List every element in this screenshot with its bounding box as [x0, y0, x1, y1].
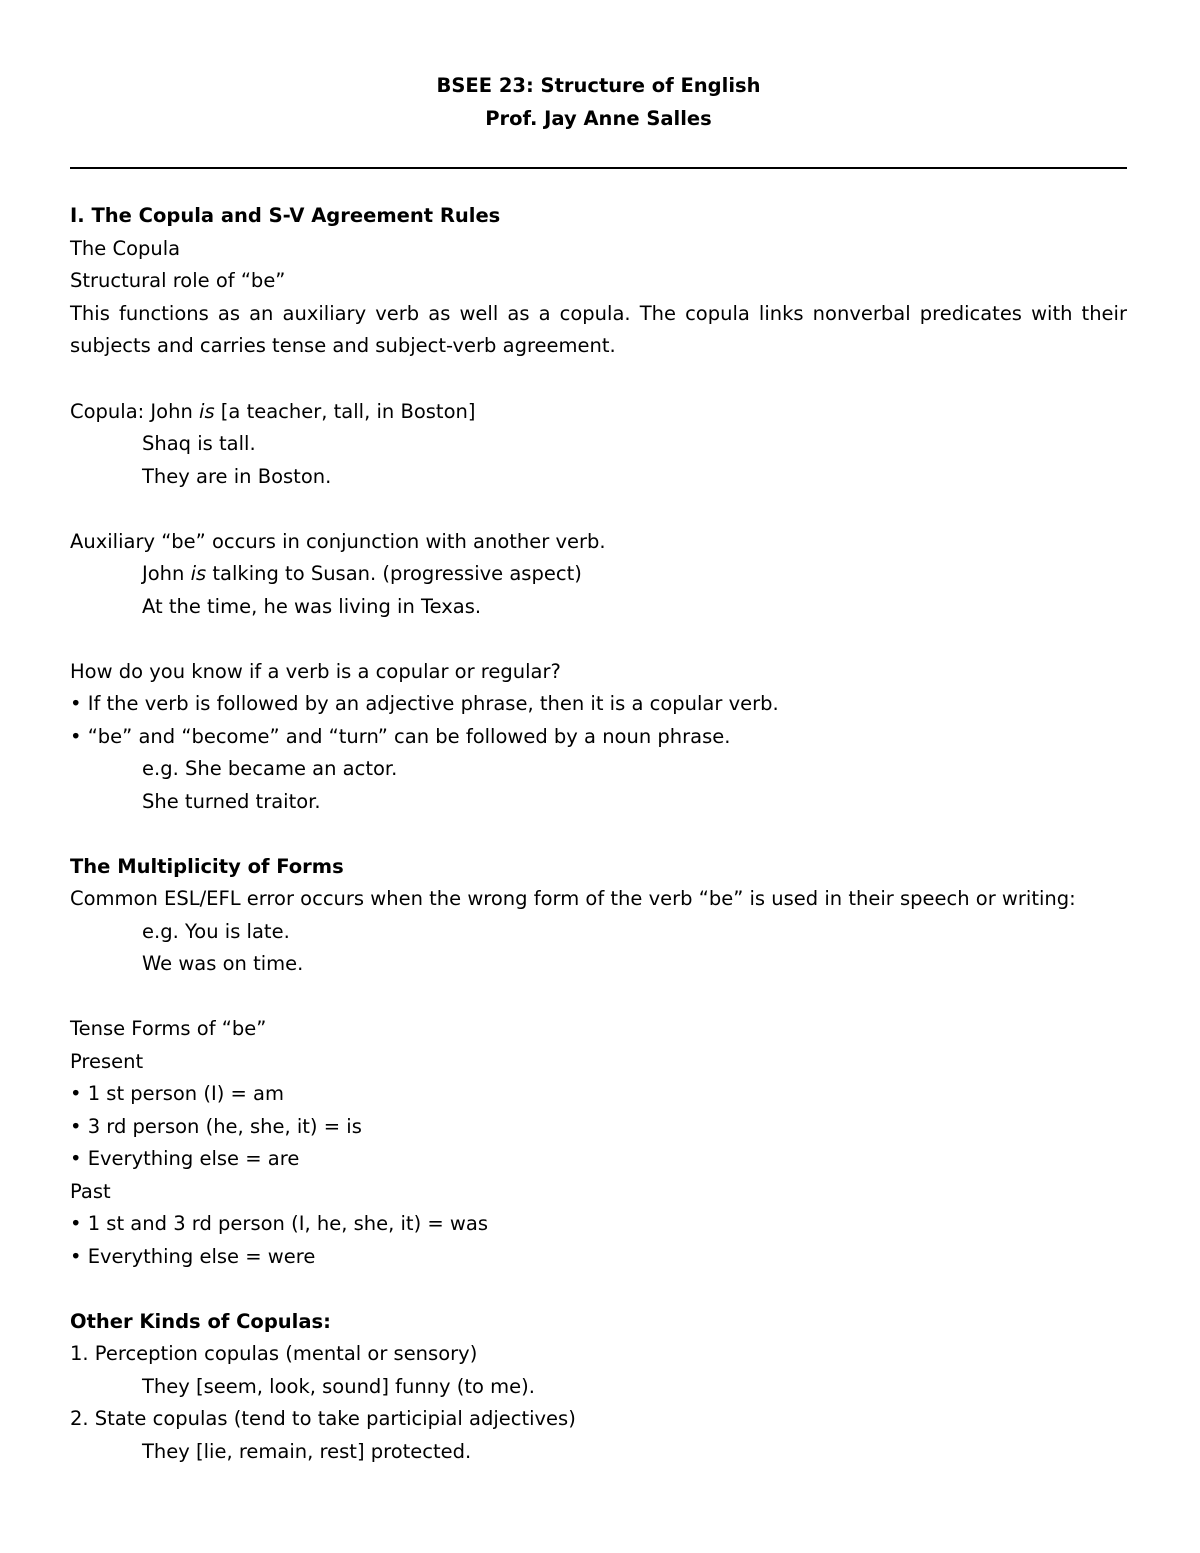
- auxiliary-example-italic: is: [190, 562, 207, 586]
- copula-example-1: Shaq is tall.: [142, 432, 256, 456]
- bullet-item: • “be” and “become” and “turn” can be followed by a noun phrase.: [70, 724, 731, 748]
- multiplicity-description: Common ESL/EFL error occurs when the wrong form of the verb “be” is used in their speech or writing:: [70, 887, 1076, 911]
- copula-example-italic: is: [199, 399, 215, 423]
- structural-role-line: Structural role of “be”: [70, 269, 286, 292]
- copula-kind-1-example: They [seem, look, sound] funny (to me).: [142, 1374, 535, 1398]
- spacer: [70, 493, 1127, 526]
- spacer: [70, 363, 1127, 396]
- present-item: • Everything else = are: [70, 1147, 300, 1171]
- auxiliary-example-2: At the time, he was living in Texas.: [142, 594, 482, 618]
- spacer: [70, 981, 1127, 1014]
- section-heading-multiplicity: The Multiplicity of Forms: [70, 854, 344, 878]
- tense-forms-title: Tense Forms of “be”: [70, 1017, 267, 1041]
- document-page: [70, 70, 1127, 1468]
- bullet-example-1: e.g. She became an actor.: [142, 757, 398, 781]
- bullet-example-2: She turned traitor.: [142, 789, 321, 813]
- present-item: • 1 st person (I) = am: [70, 1082, 284, 1106]
- course-title: BSEE 23: Structure of English: [436, 74, 761, 97]
- spacer: [70, 818, 1127, 851]
- spacer: [70, 1273, 1127, 1306]
- copula-example-2: They are in Boston.: [142, 464, 332, 488]
- auxiliary-line: Auxiliary “be” occurs in conjunction with another verb.: [70, 529, 606, 553]
- section-heading-copula: I. The Copula and S-V Agreement Rules: [70, 204, 501, 227]
- copula-example-suffix: [a teacher, tall, in Boston]: [214, 399, 476, 423]
- professor-name: Prof. Jay Anne Salles: [485, 106, 712, 130]
- copula-kind-2: 2. State copulas (tend to take participial adjectives): [70, 1407, 576, 1431]
- horizontal-divider: [70, 166, 1127, 169]
- copula-kind-1: 1. Perception copulas (mental or sensory): [70, 1342, 478, 1366]
- copular-question: How do you know if a verb is a copular or regular?: [70, 659, 561, 683]
- section-heading-other-copulas: Other Kinds of Copulas:: [70, 1309, 331, 1333]
- auxiliary-example-suffix: talking to Susan. (progressive aspect): [206, 562, 582, 586]
- copula-description: This functions as an auxiliary verb as well as a copula. The copula links nonverbal predicates with their subjects and carries tense and subject-verb agreement.: [70, 301, 1127, 358]
- subheading-the-copula: The Copula: [70, 236, 181, 260]
- error-example-2: We was on time.: [142, 952, 304, 976]
- copula-kind-2-example: They [lie, remain, rest] protected.: [142, 1439, 472, 1463]
- auxiliary-example-prefix: John: [142, 562, 191, 586]
- copula-example-prefix: Copula: John: [70, 399, 200, 423]
- copula-example-line: [70, 396, 1127, 429]
- bullet-item: • If the verb is followed by an adjective phrase, then it is a copular verb.: [70, 692, 779, 716]
- past-label: Past: [70, 1179, 111, 1203]
- auxiliary-example-1: [70, 558, 1127, 591]
- spacer: [70, 623, 1127, 656]
- past-item: • Everything else = were: [70, 1244, 316, 1268]
- error-example-1: e.g. You is late.: [142, 919, 290, 943]
- present-item: • 3 rd person (he, she, it) = is: [70, 1114, 362, 1138]
- past-item: • 1 st and 3 rd person (I, he, she, it) = was: [70, 1212, 488, 1236]
- present-label: Present: [70, 1049, 144, 1073]
